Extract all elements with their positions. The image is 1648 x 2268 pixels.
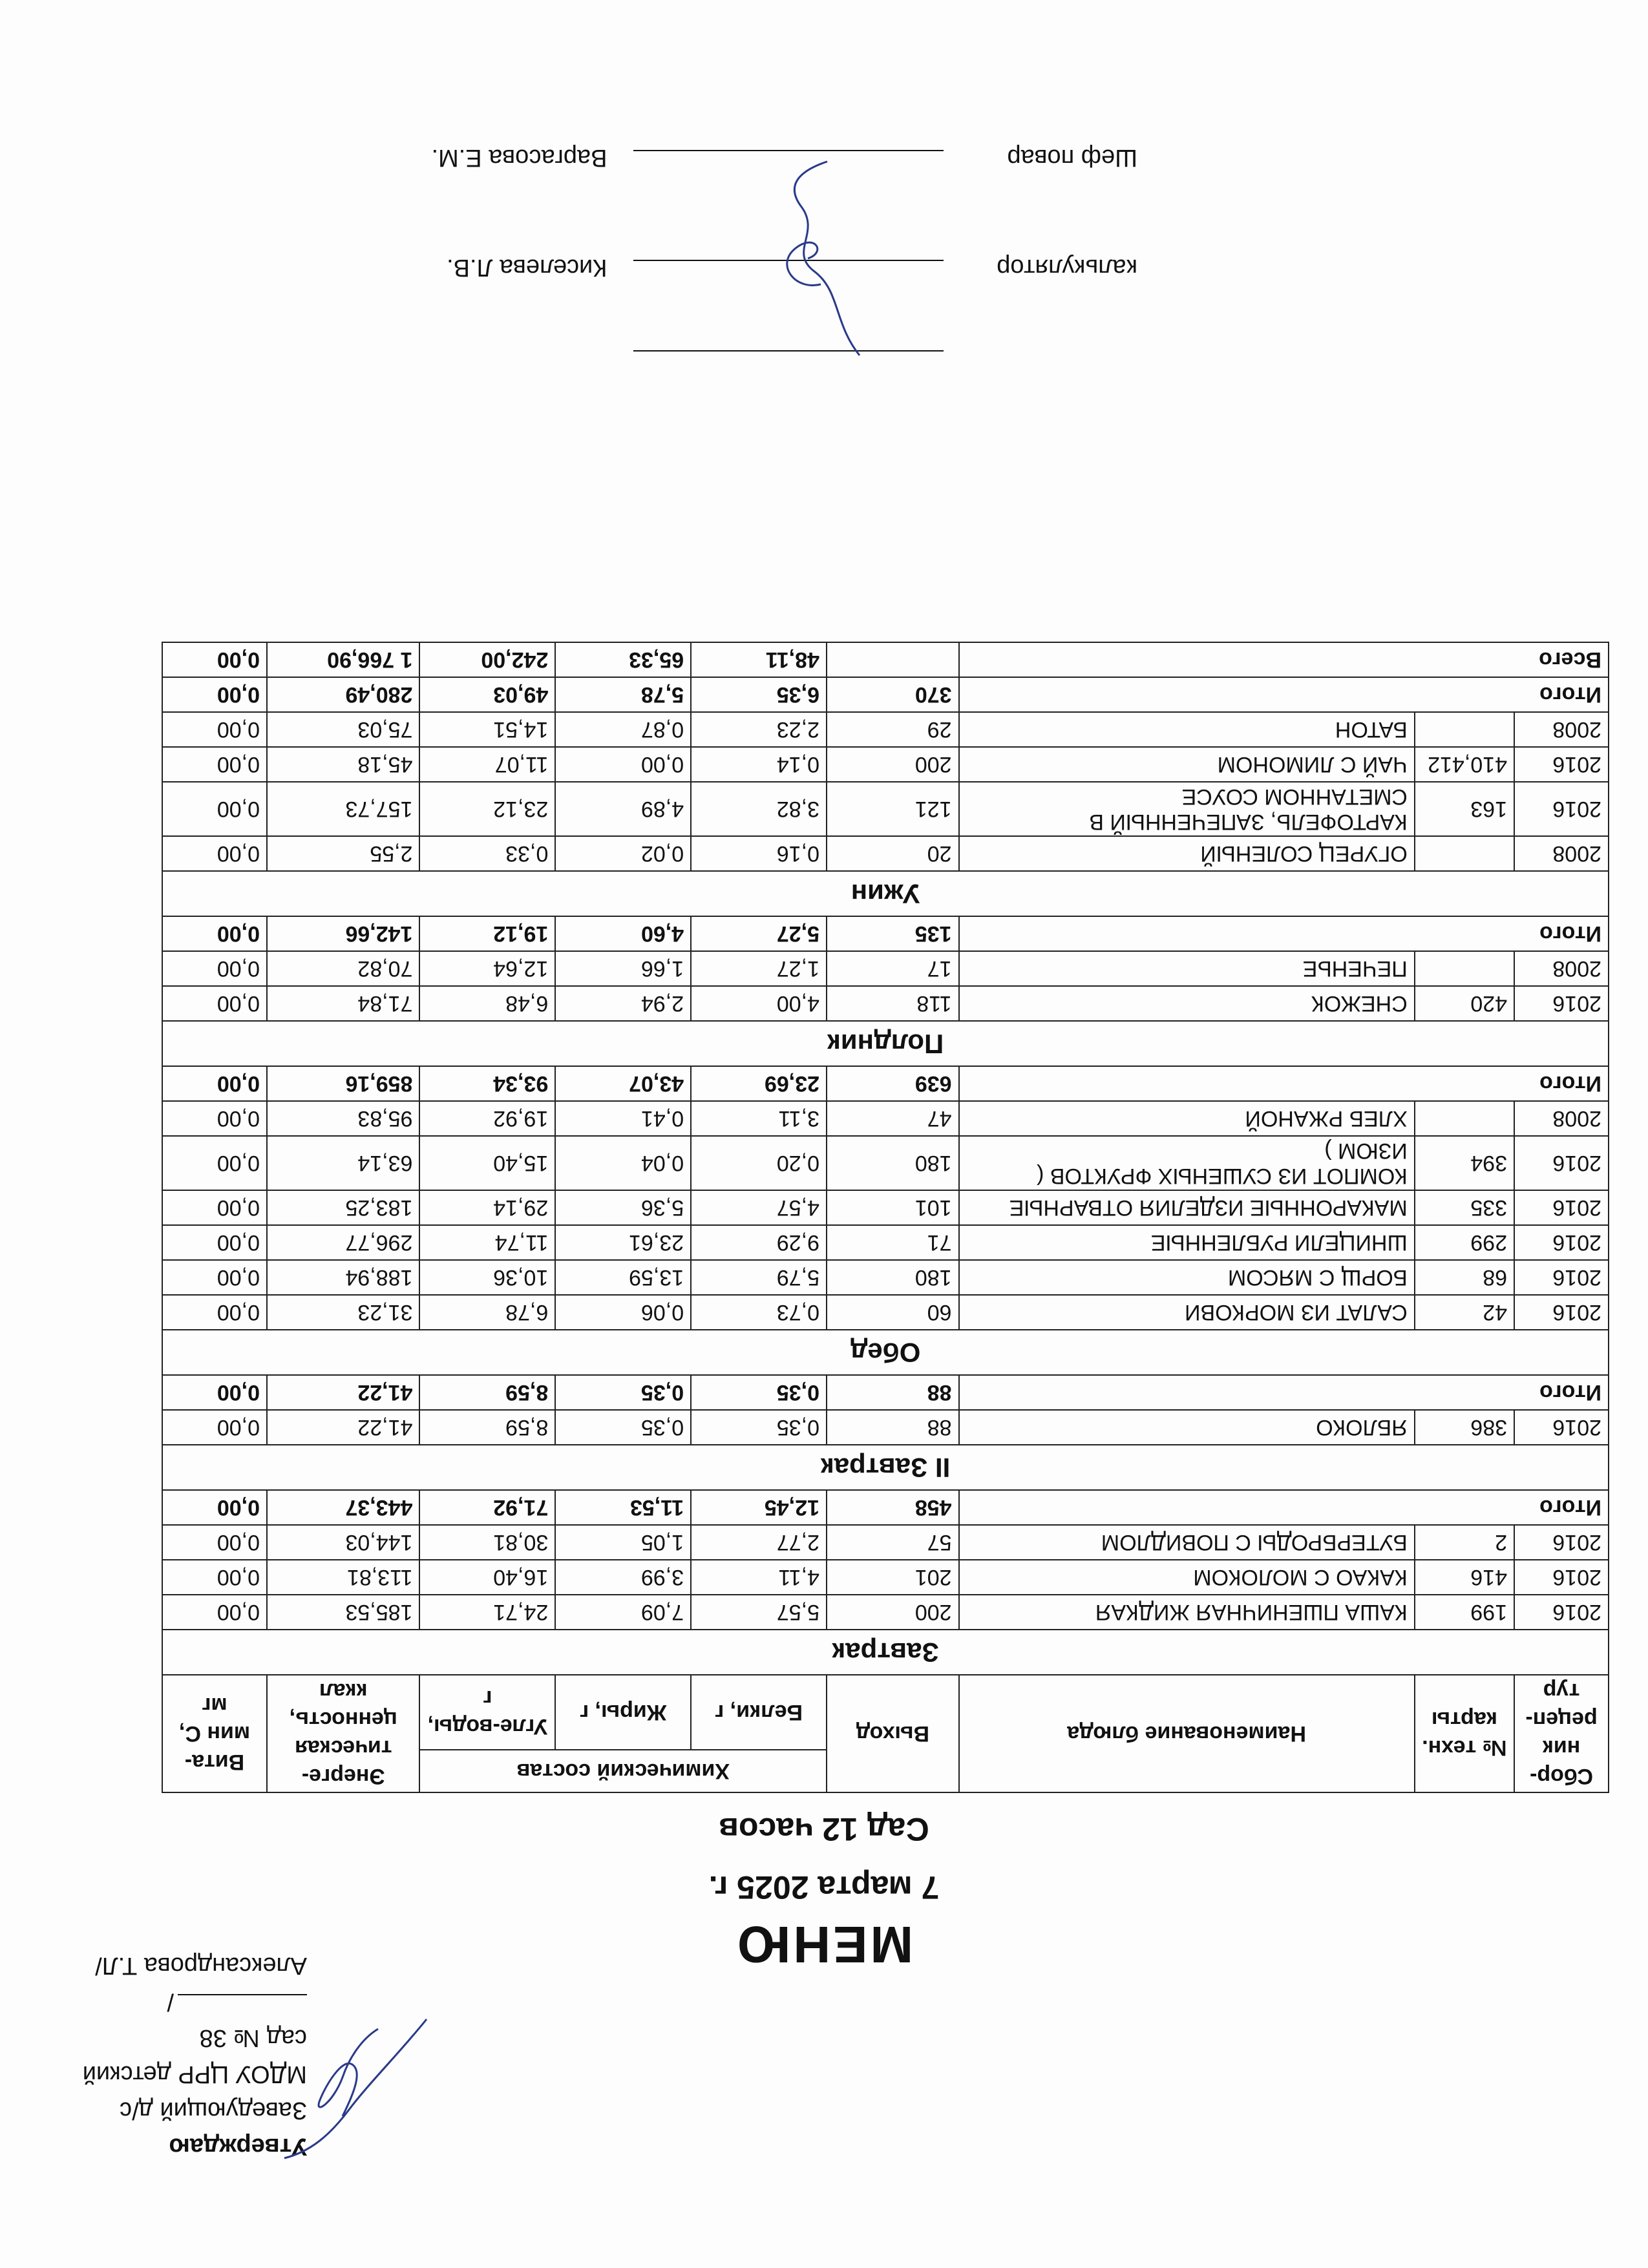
dish-cell: 2008	[1514, 951, 1609, 986]
section-row	[162, 1021, 1609, 1066]
dish-cell: 0,00	[162, 836, 267, 871]
dish-cell: 9,29	[691, 1225, 827, 1260]
dish-name: КАРТОФЕЛЬ, ЗАПЕЧЕННЫЙ В СМЕТАННОМ СОУСЕ	[959, 782, 1415, 836]
subtotal-cell: 41,22	[267, 1375, 419, 1410]
calculator-name: Киселева Л.В.	[447, 254, 607, 281]
dish-cell: 11,07	[419, 747, 555, 782]
dish-cell: 2,23	[691, 712, 827, 747]
dish-cell: 0,35	[555, 1410, 691, 1445]
chef-line	[633, 150, 944, 151]
section-row	[162, 1330, 1609, 1375]
dish-cell: 0,87	[555, 712, 691, 747]
dish-cell: 60	[827, 1295, 959, 1330]
dish-cell: 29	[827, 712, 959, 747]
dish-cell: 70,82	[267, 951, 419, 986]
subtotal-row	[162, 1375, 1609, 1410]
approval-signer: /Александрова Т.Л/	[95, 1952, 307, 2015]
subtotal-cell: 280,49	[267, 677, 419, 712]
subtotal-cell: 43,07	[555, 1066, 691, 1101]
dish-name: ПЕЧЕНЬЕ	[959, 951, 1415, 986]
subtotal-row	[162, 1490, 1609, 1525]
dish-cell: 15,40	[419, 1136, 555, 1190]
dish-cell: 180	[827, 1260, 959, 1295]
group-name: Сад 12 часов	[719, 1811, 929, 1847]
dish-cell: 185,53	[267, 1595, 419, 1630]
dish-cell: 71,84	[267, 986, 419, 1021]
grand-total-cell	[827, 642, 959, 677]
subtotal-cell: 5,78	[555, 677, 691, 712]
header-chem: Химический состав	[419, 1750, 827, 1792]
grand-total-cell: 48,11	[691, 642, 827, 677]
dish-row	[162, 836, 1609, 871]
dish-row	[162, 1595, 1609, 1630]
dish-name: ЧАЙ С ЛИМОНОМ	[959, 747, 1415, 782]
dish-cell: 0,41	[555, 1101, 691, 1136]
dish-cell: 4,00	[691, 986, 827, 1021]
dish-cell: 0,00	[162, 782, 267, 836]
subtotal-cell: 49,03	[419, 677, 555, 712]
header-energy: Энерге-тическая ценность, ккал	[267, 1675, 419, 1792]
dish-cell: 200	[827, 1595, 959, 1630]
dish-cell	[1415, 712, 1514, 747]
section-row	[162, 1445, 1609, 1490]
dish-cell: 16,40	[419, 1560, 555, 1595]
dish-cell: 199	[1415, 1595, 1514, 1630]
dish-cell: 8,59	[419, 1410, 555, 1445]
dish-name: КОМПОТ ИЗ СУШЕНЫХ ФРУКТОВ ( ИЗЮМ )	[959, 1136, 1415, 1190]
subtotal-cell: 71,92	[419, 1490, 555, 1525]
dish-cell: 13,59	[555, 1260, 691, 1295]
subtotal-cell: 11,53	[555, 1490, 691, 1525]
dish-name: БАТОН	[959, 712, 1415, 747]
subtotal-label: Итого	[959, 677, 1609, 712]
header-protein: Белки, г	[691, 1675, 827, 1750]
menu-date: 7 марта 2025 г.	[708, 1869, 940, 1906]
subtotal-cell: 135	[827, 916, 959, 951]
dish-cell: 113,81	[267, 1560, 419, 1595]
dish-cell: 299	[1415, 1225, 1514, 1260]
dish-cell: 6,48	[419, 986, 555, 1021]
dish-name: САЛАТ ИЗ МОРКОВИ	[959, 1295, 1415, 1330]
dish-cell: 0,16	[691, 836, 827, 871]
dish-cell: 1,05	[555, 1525, 691, 1560]
grand-total-row	[162, 642, 1609, 677]
chef-name: Варгасова Е.М.	[431, 144, 607, 171]
dish-cell: 0,00	[162, 1560, 267, 1595]
dish-cell: 420	[1415, 986, 1514, 1021]
dish-name: БОРЩ С МЯСОМ	[959, 1260, 1415, 1295]
dish-cell: 0,00	[162, 1136, 267, 1190]
dish-name: СНЕЖОК	[959, 986, 1415, 1021]
dish-cell: 2,77	[691, 1525, 827, 1560]
dish-row	[162, 1101, 1609, 1136]
dish-cell: 101	[827, 1190, 959, 1225]
approval-organization: МДОУ ЦРР детский сад № 38	[82, 2024, 307, 2088]
section-title: Ужин	[162, 871, 1609, 916]
dish-cell: 0,73	[691, 1295, 827, 1330]
grand-total-cell: 242,00	[419, 642, 555, 677]
dish-cell: 2016	[1514, 1136, 1609, 1190]
dish-cell: 20	[827, 836, 959, 871]
dish-cell: 0,06	[555, 1295, 691, 1330]
dish-cell: 23,12	[419, 782, 555, 836]
dish-cell: 386	[1415, 1410, 1514, 1445]
dish-cell: 30,81	[419, 1525, 555, 1560]
header-name: Наименование блюда	[959, 1675, 1415, 1792]
section-title: Полдник	[162, 1021, 1609, 1066]
dish-cell: 71	[827, 1225, 959, 1260]
subtotal-cell: 12,45	[691, 1490, 827, 1525]
subtotal-cell: 458	[827, 1490, 959, 1525]
dish-cell: 0,00	[162, 986, 267, 1021]
subtotal-cell: 6,35	[691, 677, 827, 712]
subtotal-cell: 0,35	[691, 1375, 827, 1410]
dish-cell: 4,57	[691, 1190, 827, 1225]
dish-cell: 47	[827, 1101, 959, 1136]
dish-cell: 24,71	[419, 1595, 555, 1630]
dish-row	[162, 951, 1609, 986]
dish-cell: 0,00	[162, 951, 267, 986]
dish-cell: 183,25	[267, 1190, 419, 1225]
dish-cell: 2016	[1514, 1190, 1609, 1225]
header-row	[162, 1750, 1609, 1792]
dish-cell: 6,78	[419, 1295, 555, 1330]
dish-cell: 0,00	[162, 1101, 267, 1136]
grand-total-label: Всего	[959, 642, 1609, 677]
dish-cell: 2016	[1514, 1560, 1609, 1595]
dish-cell: 2016	[1514, 1525, 1609, 1560]
dish-cell: 75,03	[267, 712, 419, 747]
dish-cell: 201	[827, 1560, 959, 1595]
dish-cell: 88	[827, 1410, 959, 1445]
section-row	[162, 871, 1609, 916]
dish-cell: 0,00	[162, 1410, 267, 1445]
dish-cell: 0,00	[162, 1295, 267, 1330]
dish-cell: 0,14	[691, 747, 827, 782]
dish-cell	[1415, 951, 1514, 986]
dish-cell: 3,82	[691, 782, 827, 836]
dish-name: ЯБЛОКО	[959, 1410, 1415, 1445]
dish-cell: 0,20	[691, 1136, 827, 1190]
dish-cell: 41,22	[267, 1410, 419, 1445]
dish-cell	[1415, 836, 1514, 871]
dish-row	[162, 1525, 1609, 1560]
dish-cell: 163	[1415, 782, 1514, 836]
dish-cell: 7,09	[555, 1595, 691, 1630]
dish-cell: 95,83	[267, 1101, 419, 1136]
dish-cell: 296,77	[267, 1225, 419, 1260]
dish-cell: 11,74	[419, 1225, 555, 1260]
subtotal-label: Итого	[959, 1375, 1609, 1410]
dish-cell: 2008	[1514, 1101, 1609, 1136]
dish-cell: 1,27	[691, 951, 827, 986]
dish-cell: 57	[827, 1525, 959, 1560]
dish-row	[162, 712, 1609, 747]
dish-cell: 0,00	[162, 1225, 267, 1260]
subtotal-cell: 19,12	[419, 916, 555, 951]
dish-cell: 19,92	[419, 1101, 555, 1136]
dish-row	[162, 1260, 1609, 1295]
subtotal-cell: 0,35	[555, 1375, 691, 1410]
dish-cell: 4,11	[691, 1560, 827, 1595]
section-title: Завтрак	[162, 1630, 1609, 1675]
header-output: Выход	[827, 1675, 959, 1792]
dish-row	[162, 1410, 1609, 1445]
header-card: № техн. карты	[1415, 1675, 1514, 1792]
dish-cell: 2016	[1514, 747, 1609, 782]
subtotal-cell: 443,37	[267, 1490, 419, 1525]
dish-cell: 394	[1415, 1136, 1514, 1190]
dish-cell: 4,89	[555, 782, 691, 836]
subtotal-cell: 0,00	[162, 916, 267, 951]
subtotal-cell: 8,59	[419, 1375, 555, 1410]
subtotal-label: Итого	[959, 916, 1609, 951]
subtotal-cell: 142,66	[267, 916, 419, 951]
menu-body	[162, 642, 1609, 1675]
dish-row	[162, 782, 1609, 836]
dish-cell: 2008	[1514, 836, 1609, 871]
section-row	[162, 1630, 1609, 1675]
dish-cell: 3,99	[555, 1560, 691, 1595]
subtotal-row	[162, 916, 1609, 951]
dish-cell: 23,61	[555, 1225, 691, 1260]
grand-total-cell: 0,00	[162, 642, 267, 677]
staff-signature-image	[743, 155, 885, 362]
dish-cell: 0,00	[162, 1595, 267, 1630]
dish-cell: 2016	[1514, 1410, 1609, 1445]
dish-cell: 0,00	[555, 747, 691, 782]
subtotal-row	[162, 677, 1609, 712]
dish-cell: 2,55	[267, 836, 419, 871]
dish-cell: 2016	[1514, 1225, 1609, 1260]
approval-label: Утверждаю	[169, 2133, 307, 2160]
dish-cell: 2016	[1514, 1295, 1609, 1330]
subtotal-cell: 0,00	[162, 1490, 267, 1525]
section-title: II Завтрак	[162, 1445, 1609, 1490]
approval-position: Заведующий д/с	[120, 2097, 307, 2124]
subtotal-cell: 0,00	[162, 677, 267, 712]
dish-cell: 3,11	[691, 1101, 827, 1136]
header-collection: Сбор-ник рецеп-тур	[1514, 1675, 1609, 1792]
dish-name: МАКАРОННЫЕ ИЗДЕЛИЯ ОТВАРНЫЕ	[959, 1190, 1415, 1225]
subtotal-cell: 5,27	[691, 916, 827, 951]
subtotal-cell: 639	[827, 1066, 959, 1101]
dish-cell: 0,02	[555, 836, 691, 871]
dish-cell: 416	[1415, 1560, 1514, 1595]
grand-total-cell: 1 766,90	[267, 642, 419, 677]
dish-cell: 188,94	[267, 1260, 419, 1295]
dish-row	[162, 747, 1609, 782]
dish-cell: 121	[827, 782, 959, 836]
dish-cell: 5,79	[691, 1260, 827, 1295]
dish-cell: 2,94	[555, 986, 691, 1021]
dish-cell: 2	[1415, 1525, 1514, 1560]
dish-cell: 0,00	[162, 1260, 267, 1295]
subtotal-cell: 23,69	[691, 1066, 827, 1101]
dish-cell: 31,23	[267, 1295, 419, 1330]
dish-cell: 68	[1415, 1260, 1514, 1295]
subtotal-cell: 0,00	[162, 1375, 267, 1410]
dish-name: БУТЕРБРОДЫ С ПОВИДЛОМ	[959, 1525, 1415, 1560]
approval-block	[36, 1948, 307, 2165]
dish-cell: 0,00	[162, 1525, 267, 1560]
dish-cell: 17	[827, 951, 959, 986]
calculator-label: калькулятор	[997, 254, 1137, 281]
subtotal-cell: 4,60	[555, 916, 691, 951]
dish-name: КАКАО С МОЛОКОМ	[959, 1560, 1415, 1595]
dish-row	[162, 1560, 1609, 1595]
subtotal-label: Итого	[959, 1066, 1609, 1101]
dish-name: ОГУРЕЦ СОЛЕНЫЙ	[959, 836, 1415, 871]
dish-cell: 157,73	[267, 782, 419, 836]
dish-cell: 12,64	[419, 951, 555, 986]
dish-name: КАША ПШЕНИЧНАЯ ЖИДКАЯ	[959, 1595, 1415, 1630]
dish-cell: 29,14	[419, 1190, 555, 1225]
dish-cell: 1,66	[555, 951, 691, 986]
subtotal-cell: 859,16	[267, 1066, 419, 1101]
dish-cell: 14,51	[419, 712, 555, 747]
dish-cell: 0,00	[162, 712, 267, 747]
subtotal-cell: 93,34	[419, 1066, 555, 1101]
dish-cell: 200	[827, 747, 959, 782]
header-vitamin: Вита-мин С, мг	[162, 1675, 267, 1792]
dish-row	[162, 1295, 1609, 1330]
dish-cell	[1415, 1101, 1514, 1136]
dish-name: ХЛЕБ РЖАНОЙ	[959, 1101, 1415, 1136]
signature-underline	[178, 1994, 307, 1995]
dish-cell: 0,04	[555, 1136, 691, 1190]
dish-cell: 0,33	[419, 836, 555, 871]
subtotal-label: Итого	[959, 1490, 1609, 1525]
dish-cell: 144,03	[267, 1525, 419, 1560]
director-signature-image	[271, 2013, 439, 2161]
dish-cell: 2016	[1514, 1260, 1609, 1295]
section-title: Обед	[162, 1330, 1609, 1375]
subtotal-cell: 0,00	[162, 1066, 267, 1101]
dish-cell: 2016	[1514, 1595, 1609, 1630]
subtotal-cell: 88	[827, 1375, 959, 1410]
dish-cell: 0,35	[691, 1410, 827, 1445]
dish-cell: 2008	[1514, 712, 1609, 747]
subtotal-row	[162, 1066, 1609, 1101]
dish-row	[162, 1225, 1609, 1260]
dish-cell: 118	[827, 986, 959, 1021]
dish-cell: 5,36	[555, 1190, 691, 1225]
dish-cell: 63,14	[267, 1136, 419, 1190]
dish-cell: 5,57	[691, 1595, 827, 1630]
grand-total-cell: 65,33	[555, 642, 691, 677]
document-title: МЕНЮ	[734, 1916, 914, 1973]
dish-cell: 45,18	[267, 747, 419, 782]
dish-cell: 2016	[1514, 782, 1609, 836]
dish-name: ШНИЦЕЛИ РУБЛЕННЫЕ	[959, 1225, 1415, 1260]
dish-cell: 10,36	[419, 1260, 555, 1295]
dish-row	[162, 1190, 1609, 1225]
dish-cell: 0,00	[162, 747, 267, 782]
dish-cell: 410,412	[1415, 747, 1514, 782]
dish-cell: 0,00	[162, 1190, 267, 1225]
header-fat: Жиры, г	[555, 1675, 691, 1750]
menu-table	[162, 642, 1609, 1793]
subtotal-cell: 370	[827, 677, 959, 712]
header-carb: Угле-воды, г	[419, 1675, 555, 1750]
dish-row	[162, 986, 1609, 1021]
chef-label: Шеф повар	[1007, 144, 1137, 171]
dish-cell: 42	[1415, 1295, 1514, 1330]
dish-cell: 2016	[1514, 986, 1609, 1021]
dish-cell: 335	[1415, 1190, 1514, 1225]
dish-row	[162, 1136, 1609, 1190]
dish-cell: 180	[827, 1136, 959, 1190]
